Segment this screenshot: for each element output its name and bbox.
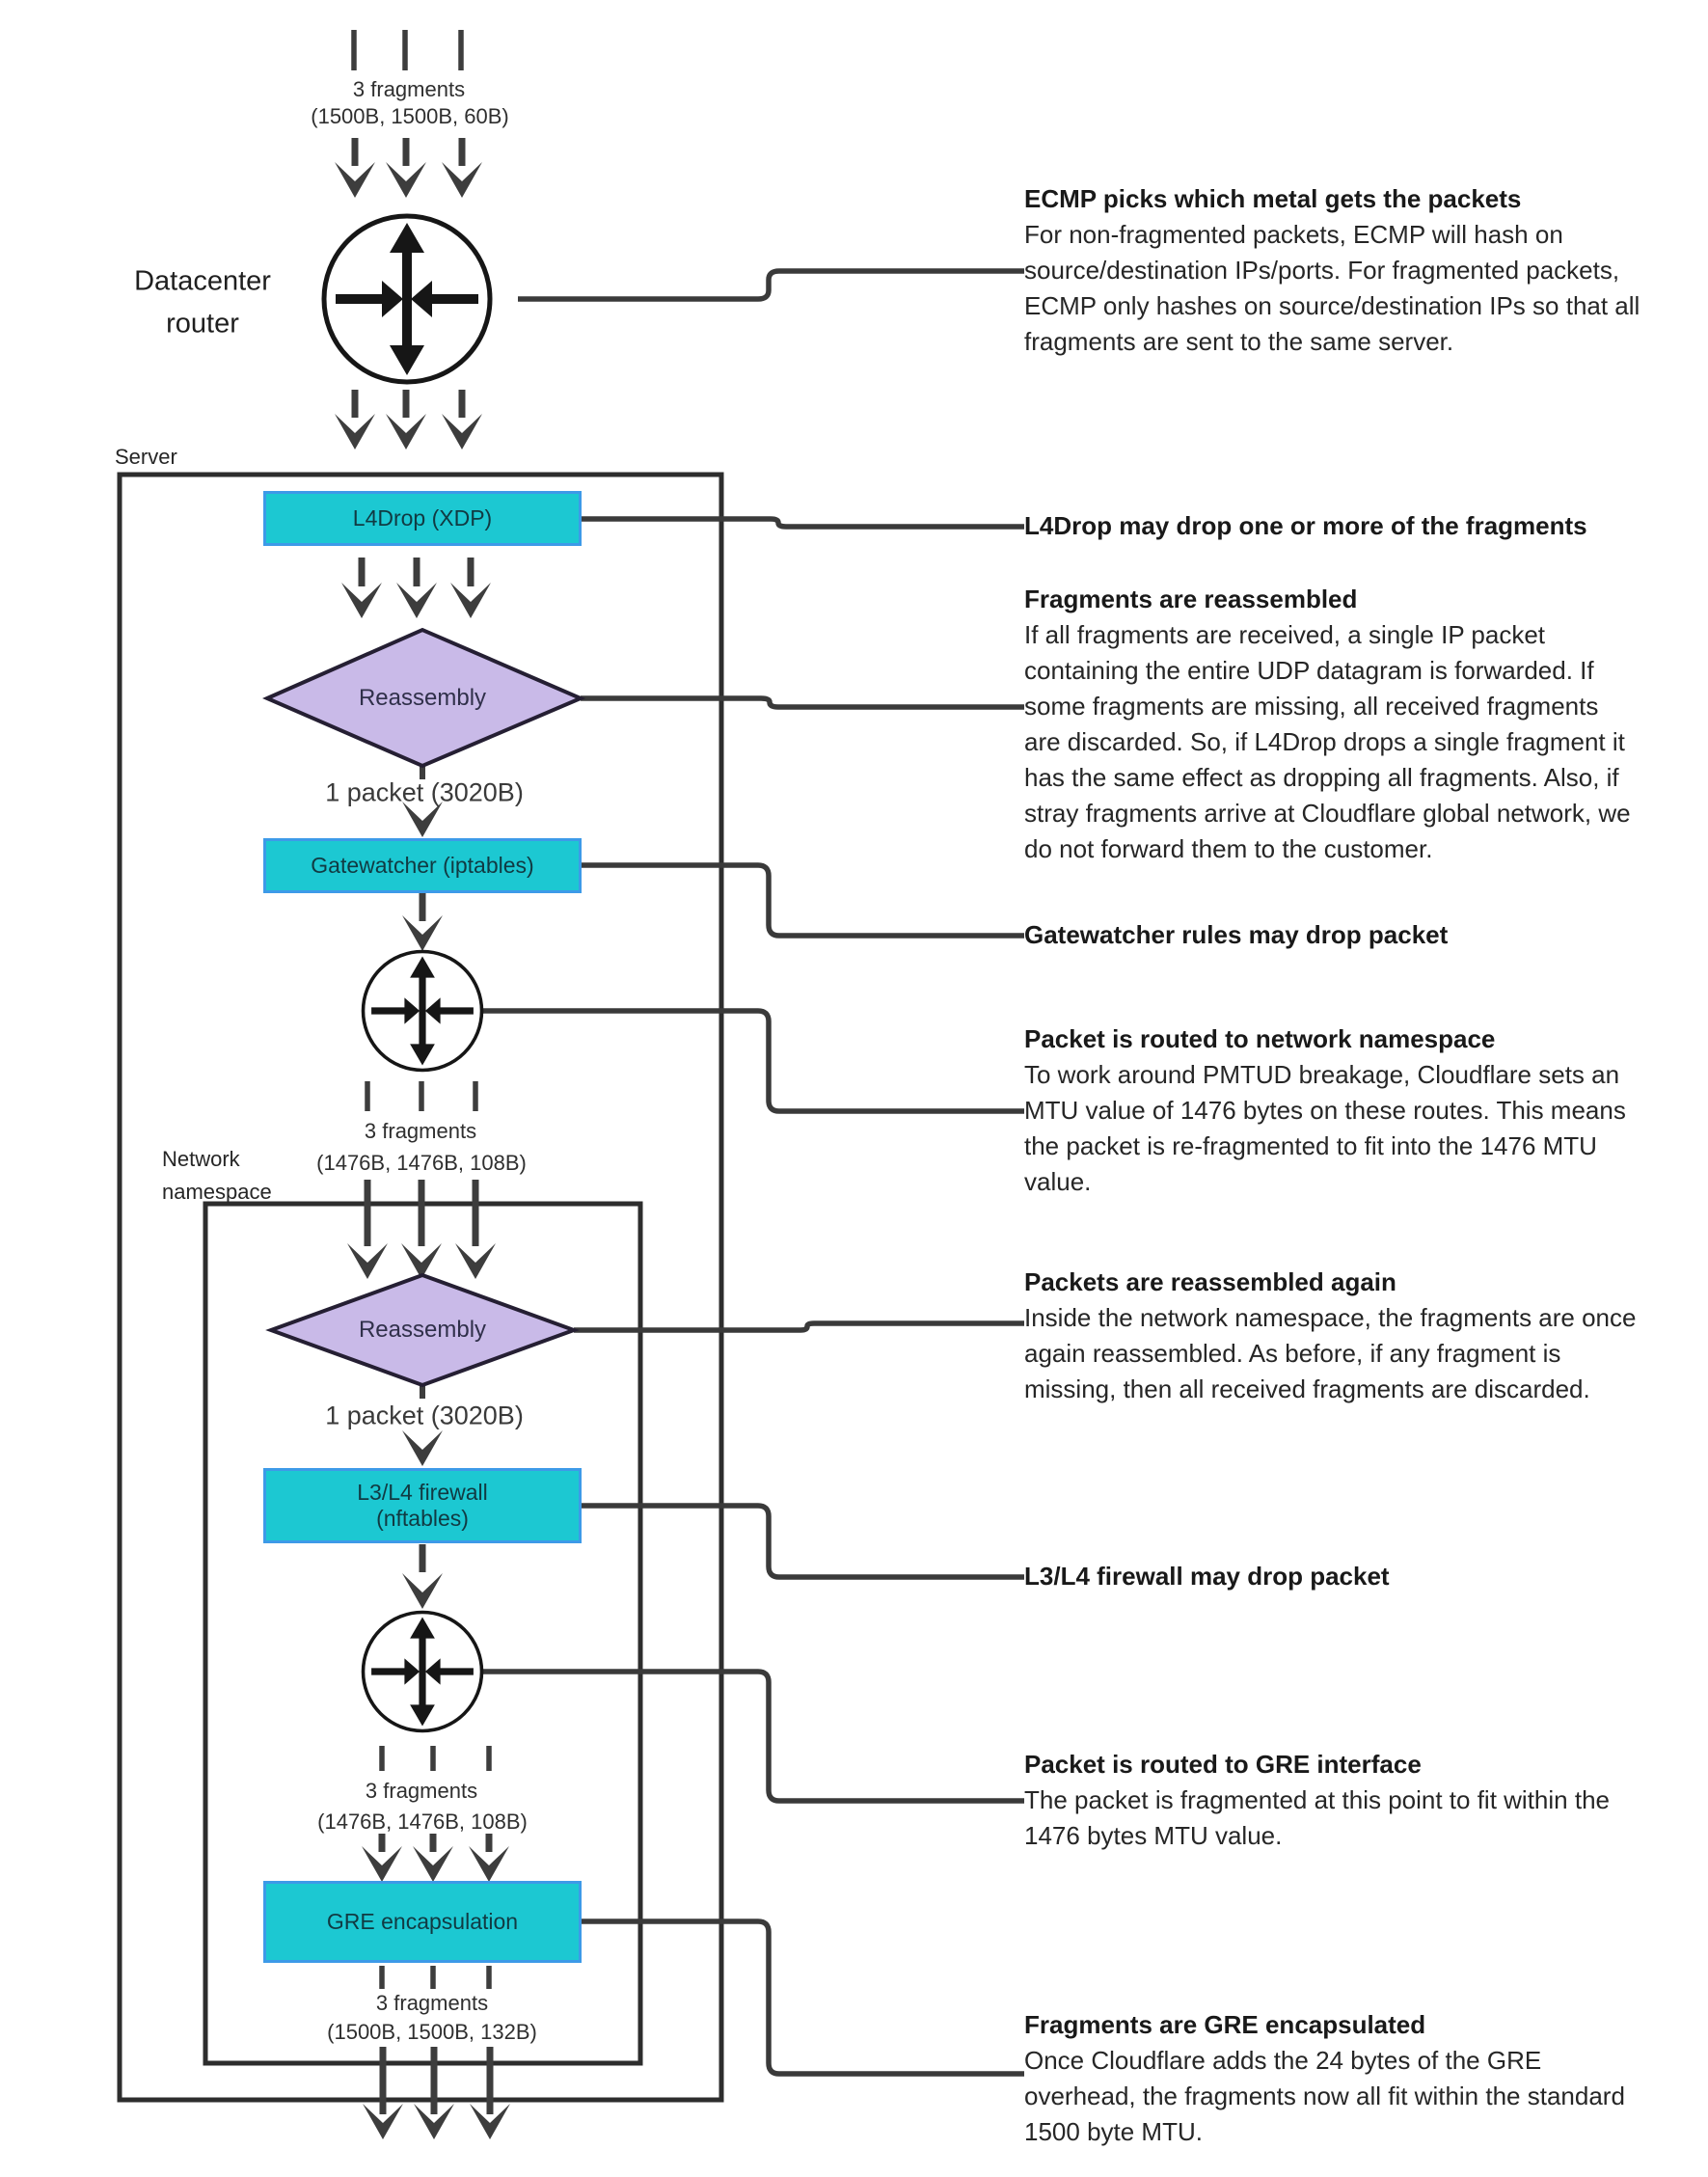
annotation-gre-encapsulated: Fragments are GRE encapsulated Once Cloudflare adds the 24 bytes of the GRE overhead, the fragments now all fit within the standard 1500 byte MTU. [1024,2007,1699,2150]
namespace-box-label: namespace [162,1180,272,1204]
annotation-reassembled: Fragments are reassembled If all fragments are received, a single IP packet containing the entire UDP datagram is forwarded. If some fragments are missing, all received fragments are discarded. So, if L4Drop drops a single fragment it has the same effect as dropping all fragments. Also, if stray fragments arrive at Cloudflare global network, we do not forward them to the customer. [1024,582,1699,867]
connector-line [481,1011,1024,1111]
gre-label: GRE encapsulation [326,1909,519,1934]
gre-node [263,1881,582,1963]
l4drop-label: L4Drop (XDP) [352,505,493,531]
annotation-heading: ECMP picks which metal gets the packets [1024,184,1522,213]
top-fragments-sizes: (1500B, 1500B, 60B) [311,104,509,128]
datacenter-router-label: router [166,308,239,340]
reassembly-node-label: Reassembly [358,1317,487,1343]
gatewatcher-label: Gatewatcher (iptables) [311,853,534,878]
packet-size-label: 1 packet (3020B) [325,777,524,807]
router-icon [364,1613,482,1731]
connector-line [481,1672,1024,1801]
annotation-gre-route: Packet is routed to GRE interface The packet is fragmented at this point to fit within the 1476 bytes MTU value. [1024,1747,1699,1854]
annotation-heading: L4Drop may drop one or more of the fragments [1024,511,1587,540]
connector-line [581,698,1024,707]
out-fragments-sizes: (1500B, 1500B, 132B) [327,2020,537,2044]
firewall-label: L3/L4 firewall [357,1480,488,1505]
annotation-namespace-route: Packet is routed to network namespace To work around PMTUD breakage, Cloudflare sets an MTU value of 1476 bytes on these routes. This means the packet is re-fragmented to fit into the 1476 MTU value. [1024,1021,1699,1200]
annotation-l4drop [1024,508,1699,544]
connector-line [581,1921,1024,2074]
router-icon [364,952,482,1071]
connector-line [582,519,1024,527]
annotation-heading: Fragments are reassembled [1024,585,1358,613]
firewall-label: (nftables) [376,1506,469,1531]
annotation-heading: Packets are reassembled again [1024,1267,1396,1296]
connector-line [518,271,1024,299]
annotation-heading: L3/L4 firewall may drop packet [1024,1562,1390,1591]
annotation-gatewatcher [1024,917,1699,953]
out-fragments-label: 3 fragments [375,1991,489,2015]
gatewatcher-node [263,838,582,893]
firewall-node [263,1468,582,1543]
datacenter-router-label: Datacenter [134,265,271,297]
connector-line [582,1506,1024,1577]
annotation-heading: Fragments are GRE encapsulated [1024,2010,1426,2039]
top-fragments-label: 3 fragments [352,77,466,101]
annotation-heading: Packet is routed to network namespace [1024,1024,1496,1053]
namespace-box-label: Network [162,1147,240,1171]
gre-fragments-label: 3 fragments [365,1779,478,1803]
packet-size-label: 1 packet (3020B) [325,1401,524,1430]
annotation-ecmp: ECMP picks which metal gets the packets For non-fragmented packets, ECMP will hash on source/destination IPs/ports. For fragmented packets, ECMP only hashes on source/destination IPs so that all fragments are sent to the same server. [1024,181,1699,360]
gre-fragments-sizes: (1476B, 1476B, 108B) [317,1810,528,1834]
annotation-heading: Packet is routed to GRE interface [1024,1750,1422,1779]
reassembly-node-label: Reassembly [358,685,487,711]
mid-fragments-label: 3 fragments [364,1119,477,1143]
mid-fragments-sizes: (1476B, 1476B, 108B) [316,1151,527,1175]
annotation-reassembled-again: Packets are reassembled again Inside the network namespace, the fragments are once again reassembled. As before, if any fragment is missing, then all received fragments are discarded. [1024,1265,1699,1407]
annotation-heading: Gatewatcher rules may drop packet [1024,920,1449,949]
l4drop-node [263,491,582,546]
annotation-firewall [1024,1559,1699,1594]
connector-line [582,865,1024,936]
server-box-label: Server [115,445,177,469]
router-icon [324,216,490,382]
